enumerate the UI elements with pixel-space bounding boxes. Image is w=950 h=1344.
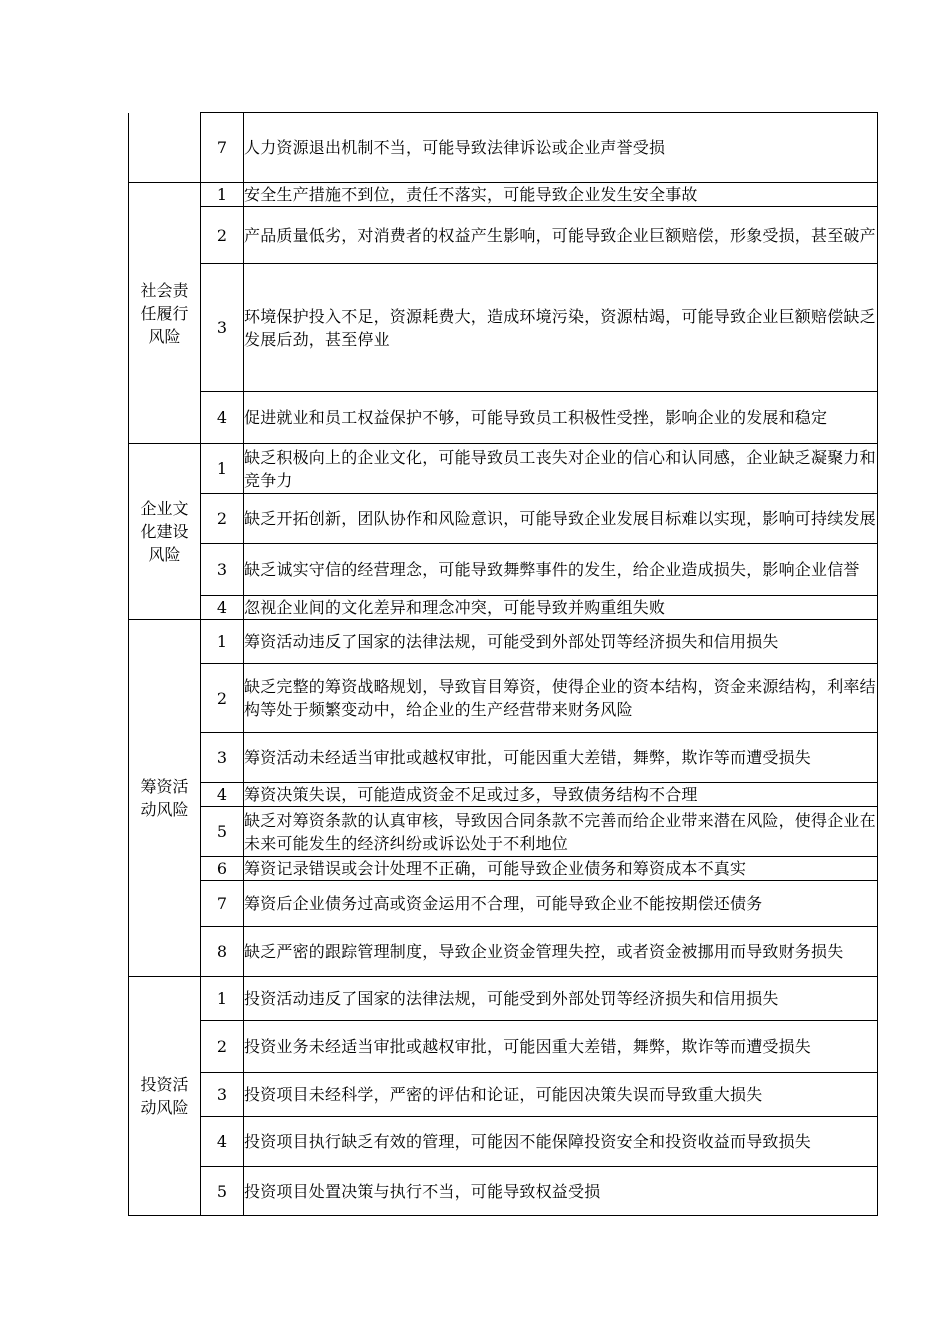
table-row — [129, 494, 878, 544]
risk-description: 产品质量低劣，对消费者的权益产生影响，可能导致企业巨额赔偿，形象受损，甚至破产 — [244, 207, 878, 264]
risk-description: 筹资记录错误或会计处理不正确，可能导致企业债务和筹资成本不真实 — [244, 857, 878, 881]
table-row — [129, 1117, 878, 1167]
table-row — [129, 857, 878, 881]
risk-number: 3 — [201, 544, 244, 596]
risk-number: 5 — [201, 807, 244, 857]
table-row — [129, 392, 878, 444]
table-row — [129, 620, 878, 664]
risk-number: 6 — [201, 857, 244, 881]
table-row — [129, 113, 878, 183]
risk-category-label: 筹资活动风险 — [140, 777, 189, 819]
table-row — [129, 783, 878, 807]
risk-description: 投资项目执行缺乏有效的管理，可能因不能保障投资安全和投资收益而导致损失 — [244, 1117, 878, 1167]
risk-number: 4 — [201, 596, 244, 620]
risk-description: 缺乏严密的跟踪管理制度，导致企业资金管理失控，或者资金被挪用而导致财务损失 — [244, 927, 878, 977]
risk-category-cell — [129, 977, 201, 1216]
risk-category-label: 企业文化建设风险 — [140, 499, 189, 564]
risk-number: 2 — [201, 207, 244, 264]
risk-number: 4 — [201, 392, 244, 444]
risk-number: 1 — [201, 183, 244, 207]
table-row — [129, 881, 878, 927]
table-row — [129, 1073, 878, 1117]
risk-description: 投资项目未经科学，严密的评估和论证，可能因决策失误而导致重大损失 — [244, 1073, 878, 1117]
risk-description: 投资项目处置决策与执行不当，可能导致权益受损 — [244, 1167, 878, 1216]
risk-number: 4 — [201, 783, 244, 807]
risk-category-cell — [129, 183, 201, 444]
risk-category-label: 投资活动风险 — [140, 1075, 189, 1117]
risk-number: 7 — [201, 881, 244, 927]
table-row — [129, 807, 878, 857]
table-row — [129, 664, 878, 733]
risk-number: 3 — [201, 264, 244, 392]
risk-description: 缺乏诚实守信的经营理念，可能导致舞弊事件的发生，给企业造成损失，影响企业信誉 — [244, 544, 878, 596]
risk-category-label: 社会责任履行风险 — [140, 280, 189, 346]
risk-number: 2 — [201, 494, 244, 544]
risk-category-cell — [129, 113, 201, 183]
table-row — [129, 544, 878, 596]
risk-table — [128, 112, 878, 1216]
risk-description: 投资业务未经适当审批或越权审批，可能因重大差错，舞弊，欺诈等而遭受损失 — [244, 1021, 878, 1073]
risk-category-cell — [129, 444, 201, 620]
risk-description: 人力资源退出机制不当，可能导致法律诉讼或企业声誉受损 — [244, 113, 878, 183]
risk-number: 2 — [201, 664, 244, 733]
risk-description: 投资活动违反了国家的法律法规，可能受到外部处罚等经济损失和信用损失 — [244, 977, 878, 1021]
risk-description: 筹资决策失误，可能造成资金不足或过多，导致债务结构不合理 — [244, 783, 878, 807]
table-row — [129, 1167, 878, 1216]
table-row — [129, 183, 878, 207]
risk-description: 缺乏开拓创新，团队协作和风险意识，可能导致企业发展目标难以实现，影响可持续发展 — [244, 494, 878, 544]
risk-description: 筹资活动违反了国家的法律法规，可能受到外部处罚等经济损失和信用损失 — [244, 620, 878, 664]
risk-number: 1 — [201, 620, 244, 664]
risk-number: 3 — [201, 733, 244, 783]
risk-description: 筹资后企业债务过高或资金运用不合理，可能导致企业不能按期偿还债务 — [244, 881, 878, 927]
risk-description: 缺乏完整的筹资战略规划，导致盲目筹资，使得企业的资本结构，资金来源结构，利率结构等处于频繁变动中，给企业的生产经营带来财务风险 — [244, 664, 878, 733]
table-row — [129, 444, 878, 494]
table-row — [129, 207, 878, 264]
risk-number: 7 — [201, 113, 244, 183]
risk-description: 筹资活动未经适当审批或越权审批，可能因重大差错，舞弊，欺诈等而遭受损失 — [244, 733, 878, 783]
risk-description: 忽视企业间的文化差异和理念冲突，可能导致并购重组失败 — [244, 596, 878, 620]
table-row — [129, 927, 878, 977]
risk-description: 缺乏积极向上的企业文化，可能导致员工丧失对企业的信心和认同感，企业缺乏凝聚力和竞争力 — [244, 444, 878, 494]
risk-table-body — [129, 113, 878, 1216]
risk-description: 环境保护投入不足，资源耗费大，造成环境污染，资源枯竭，可能导致企业巨额赔偿缺乏发展后劲，甚至停业 — [244, 264, 878, 392]
table-row — [129, 596, 878, 620]
risk-number: 2 — [201, 1021, 244, 1073]
risk-description: 缺乏对筹资条款的认真审核，导致因合同条款不完善而给企业带来潜在风险，使得企业在未来可能发生的经济纠纷或诉讼处于不利地位 — [244, 807, 878, 857]
risk-category-cell — [129, 620, 201, 977]
table-row — [129, 733, 878, 783]
risk-number: 5 — [201, 1167, 244, 1216]
risk-number: 3 — [201, 1073, 244, 1117]
risk-number: 4 — [201, 1117, 244, 1167]
risk-number: 1 — [201, 444, 244, 494]
risk-description: 促进就业和员工权益保护不够，可能导致员工积极性受挫，影响企业的发展和稳定 — [244, 392, 878, 444]
risk-number: 1 — [201, 977, 244, 1021]
risk-description: 安全生产措施不到位，责任不落实，可能导致企业发生安全事故 — [244, 183, 878, 207]
table-row — [129, 1021, 878, 1073]
risk-number: 8 — [201, 927, 244, 977]
table-row — [129, 264, 878, 392]
table-row — [129, 977, 878, 1021]
